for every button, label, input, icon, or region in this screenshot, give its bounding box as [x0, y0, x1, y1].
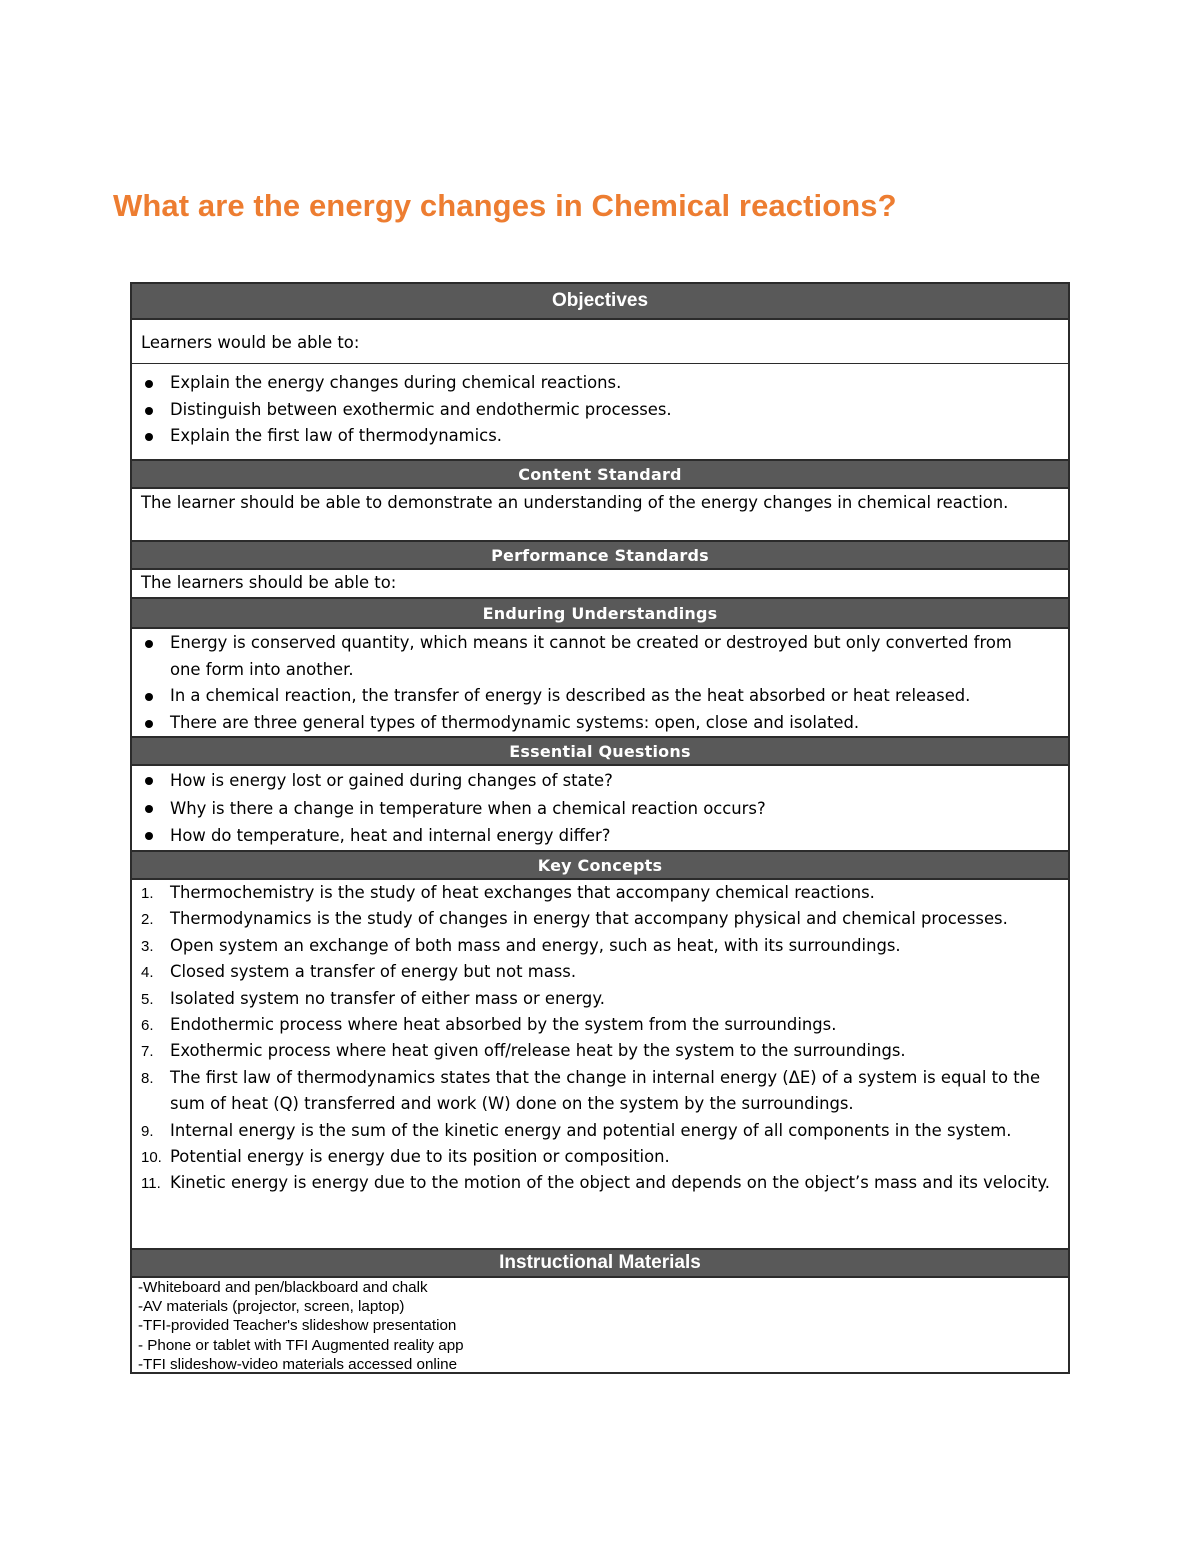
item-text: Thermodynamics is the study of changes in energy that accompany physical and chemical processes.: [170, 909, 1008, 929]
item-number: 3.: [141, 937, 154, 955]
list-item: - Phone or tablet with TFI Augmented reality app: [138, 1336, 464, 1354]
content-standard-text: The learner should be able to demonstrate an understanding of the energy changes in chemical reaction.: [141, 493, 1009, 512]
item-text: Potential energy is energy due to its position or composition.: [170, 1147, 670, 1167]
key-concepts-list: [141, 880, 1058, 1197]
item-text: Exothermic process where heat given off/release heat by the system to the surroundings.: [170, 1041, 906, 1061]
list-item: There are three general types of thermodynamic systems: open, close and isolated.: [141, 710, 1058, 737]
list-item: Why is there a change in temperature when a chemical reaction occurs?: [141, 795, 1058, 823]
item-number: 6.: [141, 1017, 154, 1035]
item-number: 4.: [141, 964, 154, 982]
performance-standards-text: The learners should be able to:: [141, 573, 397, 592]
performance-standards-header: Performance Standards: [132, 540, 1068, 570]
list-item: Energy is conserved quantity, which means it cannot be created or destroyed but only converted from one form into another.: [141, 630, 1058, 683]
list-item: -TFI slideshow-video materials accessed online: [138, 1355, 458, 1373]
list-item: [141, 933, 1058, 959]
list-item: Explain the energy changes during chemical reactions.: [141, 370, 1058, 397]
enduring-understandings-cell: [132, 629, 1068, 736]
key-concepts-cell: [132, 880, 1068, 1248]
enduring-understandings-list: [141, 630, 1058, 736]
objectives-intro: Learners would be able to:: [141, 333, 360, 352]
essential-questions-cell: [132, 766, 1068, 850]
content-standard-header: Content Standard: [132, 459, 1068, 489]
item-text: Open system an exchange of both mass and energy, such as heat, with its surroundings.: [170, 935, 901, 955]
item-number: 5.: [141, 990, 154, 1008]
list-item: Distinguish between exothermic and endothermic processes.: [141, 397, 1058, 424]
list-item: [141, 1118, 1058, 1144]
page-title: What are the energy changes in Chemical reactions?: [113, 188, 897, 223]
list-item: [141, 880, 1058, 906]
list-item: Explain the first law of thermodynamics.: [141, 423, 1058, 450]
item-number: 10.: [141, 1149, 162, 1167]
list-item: -TFI-provided Teacher's slideshow presentation: [138, 1317, 457, 1335]
key-concepts-header: Key Concepts: [132, 850, 1068, 880]
list-item: [141, 1065, 1058, 1118]
essential-questions-list: [141, 767, 1058, 850]
list-item: [141, 1170, 1058, 1196]
objectives-header: Objectives: [132, 282, 1068, 320]
item-text: Endothermic process where heat absorbed by the system from the surroundings.: [170, 1015, 837, 1035]
item-number: 9.: [141, 1122, 154, 1140]
list-item: [141, 986, 1058, 1012]
list-item: [141, 1038, 1058, 1064]
item-text: The first law of thermodynamics states that the change in internal energy (ΔE) of a system is equal to the sum of heat (Q) transferred and work (W) done on the system by the surroundings.: [170, 1067, 1041, 1114]
item-number: 8.: [141, 1069, 154, 1087]
list-item: [141, 1012, 1058, 1038]
instructional-materials-cell: [132, 1278, 1068, 1372]
list-item: -Whiteboard and pen/blackboard and chalk: [138, 1279, 428, 1296]
list-item: [141, 959, 1058, 985]
lesson-table: [130, 282, 1070, 1374]
list-item: In a chemical reaction, the transfer of energy is described as the heat absorbed or heat released.: [141, 683, 1058, 710]
item-number: 7.: [141, 1043, 154, 1061]
list-item: -AV materials (projector, screen, laptop): [138, 1298, 405, 1316]
list-item: How do temperature, heat and internal energy differ?: [141, 822, 1058, 850]
item-text: Closed system a transfer of energy but not mass.: [170, 962, 577, 982]
enduring-understandings-header: Enduring Understandings: [132, 597, 1068, 629]
essential-questions-header: Essential Questions: [132, 736, 1068, 766]
item-number: 2.: [141, 911, 154, 929]
item-number: 1.: [141, 885, 154, 902]
list-item: [141, 906, 1058, 932]
item-text: Internal energy is the sum of the kinetic energy and potential energy of all components in the system.: [170, 1120, 1012, 1140]
item-text: Isolated system no transfer of either mass or energy.: [170, 988, 605, 1008]
item-number: 11.: [141, 1175, 161, 1193]
objectives-list: [141, 370, 1058, 450]
list-item: How is energy lost or gained during changes of state?: [141, 767, 1058, 795]
objectives-list-cell: [132, 363, 1068, 459]
item-text: Kinetic energy is energy due to the motion of the object and depends on the object’s mass and its velocity.: [170, 1173, 1050, 1193]
item-text: Thermochemistry is the study of heat exchanges that accompany chemical reactions.: [170, 883, 875, 902]
instructional-materials-header: Instructional Materials: [132, 1248, 1068, 1278]
list-item: [141, 1144, 1058, 1170]
